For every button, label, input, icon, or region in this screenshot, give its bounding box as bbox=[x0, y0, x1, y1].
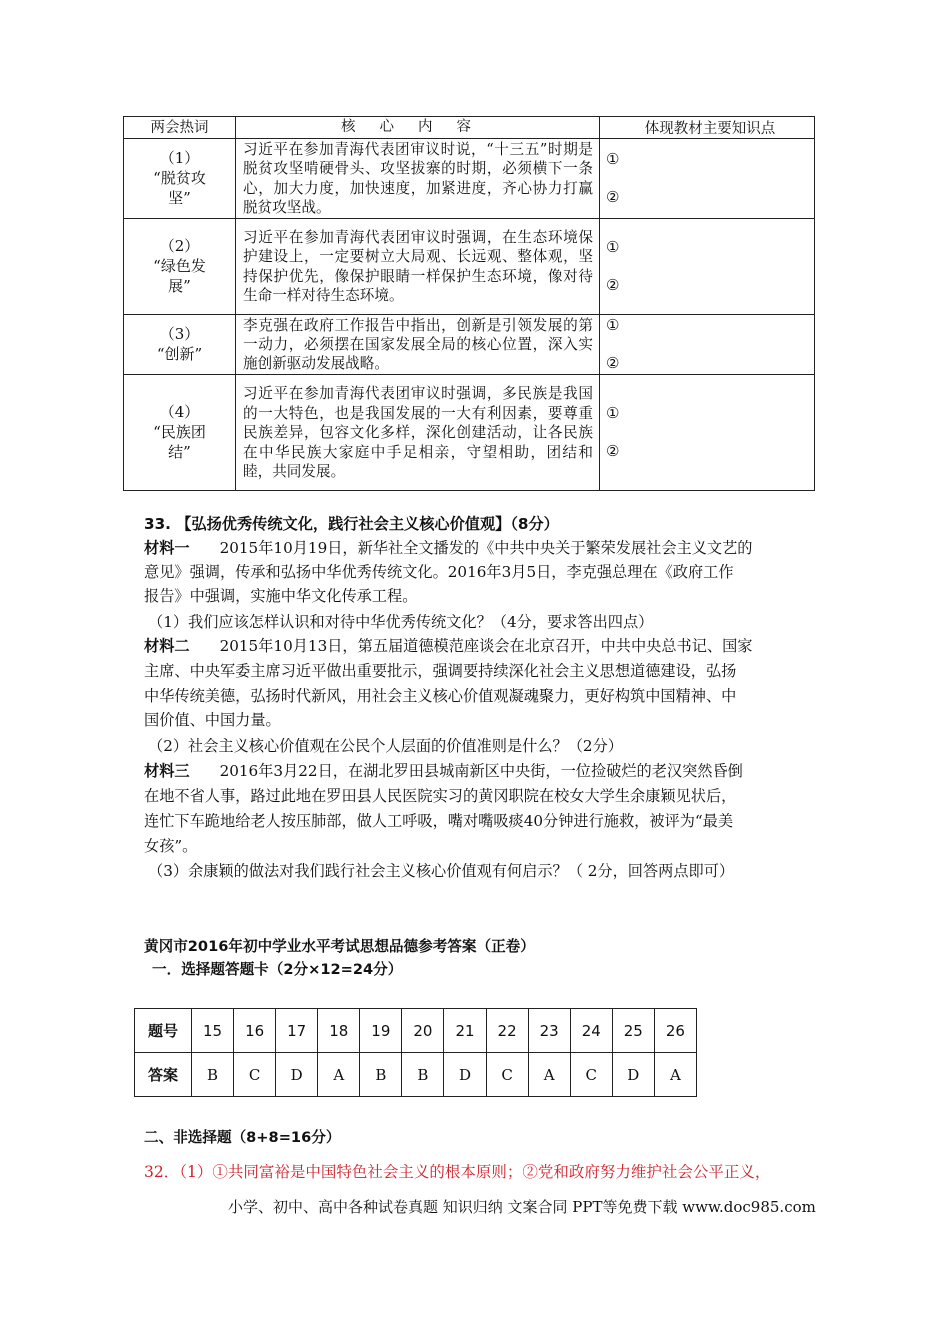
knowledge-points-cell bbox=[600, 218, 815, 314]
row-label-answer: 答案 bbox=[135, 1053, 192, 1097]
m2-label: 材料二 bbox=[144, 637, 190, 655]
m3-text-1: 2016年3月22日，在湖北罗田县城南新区中央街，一位捡破烂的老汉突然昏倒 bbox=[219, 762, 743, 780]
question-number-cell: 16 bbox=[234, 1009, 276, 1053]
knowledge-point-marker: ② bbox=[606, 188, 620, 207]
m1-line-1 bbox=[144, 536, 753, 560]
q33-sub1: （1）我们应该怎样认识和对待中华优秀传统文化？（4分，要求答出四点） bbox=[148, 613, 654, 631]
hot-word-number: （2） bbox=[159, 237, 200, 256]
header-core-content bbox=[236, 117, 600, 139]
header-hot-word: 两会热词 bbox=[124, 117, 236, 139]
knowledge-points-cell bbox=[600, 314, 815, 374]
table-row bbox=[124, 139, 815, 219]
hot-word-cell bbox=[124, 314, 236, 374]
question-number-cell: 24 bbox=[570, 1009, 612, 1053]
m2-text-1: 2015年10月13日，第五届道德模范座谈会在北京召开，中共中央总书记、国家 bbox=[219, 637, 753, 655]
answer-choice-cell: B bbox=[192, 1053, 234, 1097]
knowledge-point-marker: ② bbox=[606, 354, 620, 373]
hot-word-number: （4） bbox=[159, 403, 200, 422]
hot-word-text: “民族团 bbox=[153, 423, 206, 442]
knowledge-point-marker: ① bbox=[606, 316, 620, 335]
answer-choice-cell: C bbox=[234, 1053, 276, 1097]
knowledge-point-marker: ② bbox=[606, 442, 620, 461]
answer-choice-cell: D bbox=[276, 1053, 318, 1097]
knowledge-point-marker: ① bbox=[606, 150, 620, 169]
core-content-cell: 李克强在政府工作报告中指出，创新是引领发展的第一动力，必须摆在国家发展全局的核心位置，深入实施创新驱动发展战略。 bbox=[236, 314, 600, 374]
question-number-cell: 15 bbox=[192, 1009, 234, 1053]
table-row bbox=[124, 218, 815, 314]
question-number-cell: 23 bbox=[528, 1009, 570, 1053]
answer-choice-cell: D bbox=[612, 1053, 654, 1097]
question-number-cell: 25 bbox=[612, 1009, 654, 1053]
table-row bbox=[124, 374, 815, 490]
m2-line-2: 主席、中央军委主席习近平做出重要批示，强调要持续深化社会主义思想道德建设，弘扬 bbox=[144, 662, 737, 680]
question-number-cell: 18 bbox=[318, 1009, 360, 1053]
m3-line-3: 连忙下车跪地给老人按压肺部，做人工呼吸，嘴对嘴吸痰40分钟进行施救，被评为“最美 bbox=[144, 812, 734, 830]
q32-answer-line: 32．（1）①共同富裕是中国特色社会主义的根本原则；②党和政府努力维护社会公平正义， bbox=[144, 1163, 771, 1181]
core-content-cell: 习近平在参加青海代表团审议时强调，在生态环境保护建设上，一定要树立大局观、长远观、整体观，坚持保护优先，像保护眼睛一样保护生态环境，像对待生命一样对待生态环境。 bbox=[236, 218, 600, 314]
m1-label: 材料一 bbox=[144, 539, 190, 557]
choice-answer-table bbox=[134, 1008, 697, 1097]
question-number-cell: 21 bbox=[444, 1009, 486, 1053]
hot-word-cell bbox=[124, 218, 236, 314]
question-number-cell: 26 bbox=[654, 1009, 696, 1053]
answer-section1: 一．选择题答题卡（2分×12=24分） bbox=[152, 961, 403, 978]
hot-word-text: “创新” bbox=[156, 345, 203, 364]
table-row bbox=[124, 314, 815, 374]
answer-choice-cell: A bbox=[528, 1053, 570, 1097]
core-content-cell: 习近平在参加青海代表团审议时说，“十三五”时期是脱贫攻坚啃硬骨头、攻坚拔寨的时期，必须横下一条心，加大力度，加快速度，加紧进度，齐心协力打赢脱贫攻坚战。 bbox=[236, 139, 600, 219]
answer-choice-cell: D bbox=[444, 1053, 486, 1097]
question-number-row bbox=[135, 1009, 697, 1053]
hot-word-cell bbox=[124, 374, 236, 490]
m1-line-3: 报告》中强调，实施中华文化传承工程。 bbox=[144, 587, 418, 605]
question-number-cell: 20 bbox=[402, 1009, 444, 1053]
question-number-cell: 19 bbox=[360, 1009, 402, 1053]
knowledge-point-marker: ① bbox=[606, 404, 620, 423]
answer-choice-cell: B bbox=[360, 1053, 402, 1097]
answer-section2: 二、非选择题（8+8=16分） bbox=[144, 1129, 341, 1146]
m2-line-1 bbox=[144, 634, 753, 658]
header-knowledge-points: 体现教材主要知识点 bbox=[600, 117, 815, 139]
m2-line-3: 中华传统美德，弘扬时代新风，用社会主义核心价值观凝魂聚力，更好构筑中国精神、中 bbox=[144, 687, 737, 705]
hot-words-table bbox=[123, 116, 815, 491]
answer-choice-row bbox=[135, 1053, 697, 1097]
table-header-row bbox=[124, 117, 815, 139]
hot-word-text: 坚” bbox=[168, 189, 191, 208]
header-core-content-text: 核心内容 bbox=[341, 119, 495, 136]
hot-word-text: “脱贫攻 bbox=[153, 169, 206, 188]
row-label-number: 题号 bbox=[135, 1009, 192, 1053]
answer-choice-cell: A bbox=[318, 1053, 360, 1097]
m3-label: 材料三 bbox=[144, 762, 190, 780]
footer-text: 小学、初中、高中各种试卷真题 知识归纳 文案合同 PPT等免费下载 www.doc985.com bbox=[228, 1198, 816, 1216]
hot-word-text: 展” bbox=[168, 277, 191, 296]
hot-word-number: （1） bbox=[159, 149, 200, 168]
m1-line-2: 意见》强调，传承和弘扬中华优秀传统文化。2016年3月5日，李克强总理在《政府工作 bbox=[144, 563, 734, 581]
m3-line-2: 在地不省人事，路过此地在罗田县人民医院实习的黄冈职院在校女大学生余康颖见状后， bbox=[144, 787, 737, 805]
m3-line-1 bbox=[144, 759, 743, 783]
hot-word-text: 结” bbox=[168, 443, 191, 462]
hot-word-number: （3） bbox=[159, 325, 200, 344]
m2-line-4: 国价值、中国力量。 bbox=[144, 711, 281, 729]
q33-title: 33. 【弘扬优秀传统文化，践行社会主义核心价值观】（8分） bbox=[144, 515, 559, 533]
hot-word-cell bbox=[124, 139, 236, 219]
knowledge-points-cell bbox=[600, 374, 815, 490]
knowledge-point-marker: ② bbox=[606, 276, 620, 295]
knowledge-points-cell bbox=[600, 139, 815, 219]
answer-choice-cell: C bbox=[570, 1053, 612, 1097]
answer-choice-cell: C bbox=[486, 1053, 528, 1097]
q33-sub2: （2）社会主义核心价值观在公民个人层面的价值准则是什么？（2分） bbox=[148, 737, 623, 755]
answer-heading: 黄冈市2016年初中学业水平考试思想品德参考答案（正卷） bbox=[144, 938, 535, 955]
question-number-cell: 22 bbox=[486, 1009, 528, 1053]
m3-line-4: 女孩”。 bbox=[144, 837, 198, 855]
hot-word-text: “绿色发 bbox=[153, 257, 206, 276]
answer-choice-cell: A bbox=[654, 1053, 696, 1097]
knowledge-point-marker: ① bbox=[606, 238, 620, 257]
answer-choice-cell: B bbox=[402, 1053, 444, 1097]
m1-text-1: 2015年10月19日，新华社全文播发的《中共中央关于繁荣发展社会主义文艺的 bbox=[219, 539, 753, 557]
question-number-cell: 17 bbox=[276, 1009, 318, 1053]
core-content-cell: 习近平在参加青海代表团审议时强调，多民族是我国的一大特色，也是我国发展的一大有利因素，要尊重民族差异，包容文化多样，深化创建活动，让各民族在中华民族大家庭中手足相亲，守望相助，团结和睦，共同发展。 bbox=[236, 374, 600, 490]
q33-sub3: （3）余康颖的做法对我们践行社会主义核心价值观有何启示？（ 2分，回答两点即可） bbox=[148, 862, 735, 880]
